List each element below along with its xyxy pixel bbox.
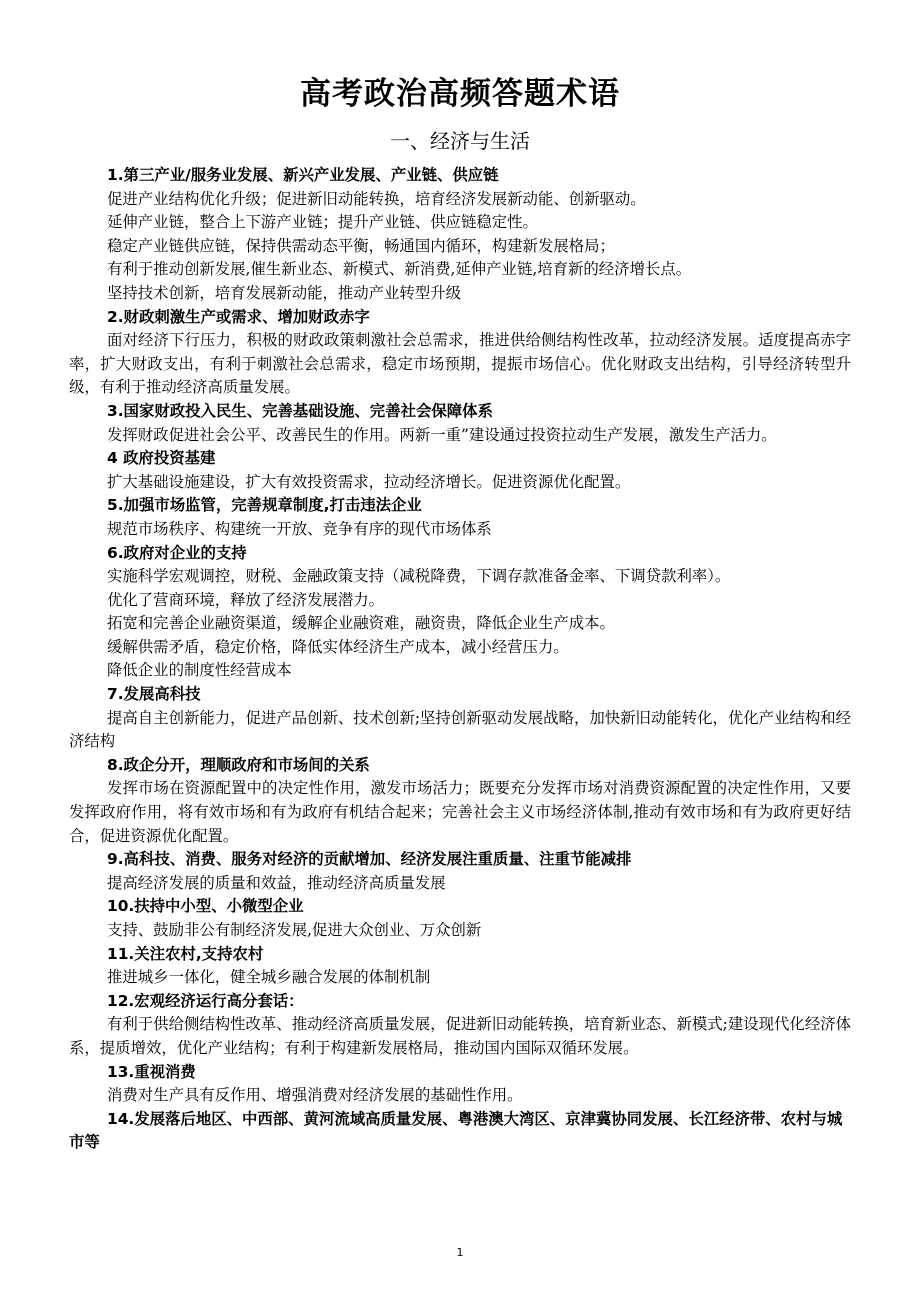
section-paragraph: 消费对生产具有反作用、增强消费对经济发展的基础性作用。 xyxy=(107,1086,523,1105)
section-paragraph: 实施科学宏观调控，财税、金融政策支持（减税降费，下调存款准备金率、下调贷款利率）。 xyxy=(107,567,731,586)
section-paragraph: 面对经济下行压力，积极的财政政策刺激社会总需求，推进供给侧结构性改革，拉动经济发展。适度提高赤字率，扩大财政支出，有利于刺激社会总需求，稳定市场预期，提振市场信心。优化财政支出结构，引导经济转型升级，有利于推动经济高质量发展。 xyxy=(69,331,851,397)
section-heading: 9.高科技、消费、服务对经济的贡献增加、经济发展注重质量、注重节能减排 xyxy=(107,850,632,869)
section-heading: 3.国家财政投入民生、完善基础设施、完善社会保障体系 xyxy=(107,401,493,420)
section-heading: 11.关注农村,支持农村 xyxy=(107,944,264,963)
section-paragraph: 拓宽和完善企业融资渠道，缓解企业融资难，融资贵，降低企业生产成本。 xyxy=(107,614,615,633)
section-heading: 8.政企分开，理顺政府和市场间的关系 xyxy=(107,755,370,774)
document-body xyxy=(69,164,851,1155)
section-paragraph: 延伸产业链，整合上下游产业链；提升产业链、供应链稳定性。 xyxy=(107,213,538,232)
section-heading: 14.发展落后地区、中西部、黄河流域高质量发展、粤港澳大湾区、京津冀协同发展、长江经济带、农村与城市等 xyxy=(69,1109,843,1152)
section-paragraph: 规范市场秩序、构建统一开放、竞争有序的现代市场体系 xyxy=(107,519,492,538)
section-heading: 1.第三产业/服务业发展、新兴产业发展、产业链、供应链 xyxy=(107,166,499,184)
section-paragraph: 发挥市场在资源配置中的决定性作用，激发市场活力；既要充分发挥市场对消费资源配置的决定性作用，又要发挥政府作用，将有效市场和有为政府有机结合起来；完善社会主义市场经济体制,推动有效市场和有为政府更好结合，促进资源优化配置。 xyxy=(69,779,851,845)
section-paragraph: 优化了营商环境，释放了经济发展潜力。 xyxy=(107,590,385,609)
section-heading: 2.财政刺激生产或需求、增加财政赤字 xyxy=(107,307,370,326)
page-number: 1 xyxy=(456,1246,464,1259)
section-heading: 7.发展高科技 xyxy=(107,685,201,704)
section-paragraph: 有利于供给侧结构性改革、推动经济高质量发展，促进新旧动能转换，培育新业态、新模式;建设现代化经济体系，提质增效，优化产业结构；有利于构建新发展格局，推动国内国际双循环发展。 xyxy=(69,1015,851,1057)
section-paragraph: 坚持技术创新，培育发展新动能，推动产业转型升级 xyxy=(107,283,461,302)
section-paragraph: 有利于推动创新发展,催生新业态、新模式、新消费,延伸产业链,培育新的经济增长点。 xyxy=(107,260,692,279)
section-heading: 5.加强市场监管，完善规章制度,打击违法企业 xyxy=(107,496,422,515)
section-paragraph: 缓解供需矛盾，稳定价格，降低实体经济生产成本，减小经营压力。 xyxy=(107,637,569,656)
section-heading: 12.宏观经济运行高分套话： xyxy=(107,991,304,1010)
section-paragraph: 提高经济发展的质量和效益，推动经济高质量发展 xyxy=(107,873,446,892)
section-paragraph: 提高自主创新能力，促进产品创新、技术创新;坚持创新驱动发展战略，加快新旧动能转化，优化产业结构和经济结构 xyxy=(69,708,851,751)
section-paragraph: 支持、鼓励非公有制经济发展,促进大众创业、万众创新 xyxy=(107,921,482,939)
page-title: 高考政治高频答题术语 xyxy=(300,76,620,112)
section-paragraph: 稳定产业链供应链，保持供需动态平衡，畅通国内循环，构建新发展格局； xyxy=(107,236,615,255)
section-subtitle: 一、经济与生活 xyxy=(390,129,530,153)
section-paragraph: 降低企业的制度性经营成本 xyxy=(107,661,292,680)
section-heading: 6.政府对企业的支持 xyxy=(107,543,247,562)
section-paragraph: 扩大基础设施建设，扩大有效投资需求，拉动经济增长。促进资源优化配置。 xyxy=(107,472,631,491)
section-paragraph: 推进城乡一体化，健全城乡融合发展的体制机制 xyxy=(107,968,431,987)
section-heading: 4 政府投资基建 xyxy=(107,449,216,468)
section-heading: 13.重视消费 xyxy=(107,1062,196,1081)
section-paragraph: 促进产业结构优化升级；促进新旧动能转换，培育经济发展新动能、创新驱动。 xyxy=(107,189,646,208)
section-paragraph: 发挥财政促进社会公平、改善民生的作用。两新一重”建设通过投资拉动生产发展，激发生产活力。 xyxy=(107,425,777,444)
section-heading: 10.扶持中小型、小微型企业 xyxy=(107,897,304,916)
